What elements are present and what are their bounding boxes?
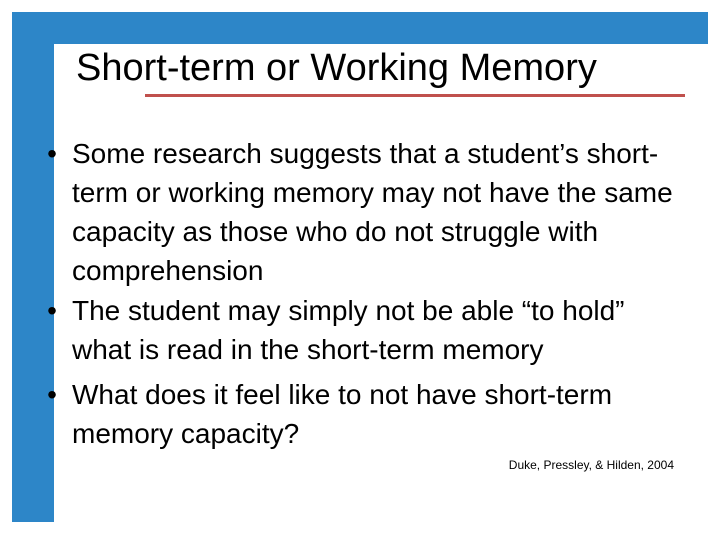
slide-title: Short-term or Working Memory: [76, 47, 597, 89]
bullet-item-1: [34, 134, 684, 290]
bullet-item-3: [34, 375, 684, 453]
bullet-text-1: Some research suggests that a student’s short-term or working memory may not have the same capacity as those who do not struggle with comprehension: [72, 138, 673, 286]
bullet-text-3: What does it feel like to not have short-term memory capacity?: [72, 379, 613, 449]
bullet-dot-icon: •: [47, 379, 57, 410]
slide-frame-left: [12, 12, 54, 522]
bullet-dot-icon: •: [47, 138, 57, 169]
title-underline: [145, 94, 685, 97]
slide-frame-top: [12, 12, 708, 44]
citation: Duke, Pressley, & Hilden, 2004: [508, 458, 674, 472]
bullet-dot-icon: •: [47, 295, 57, 326]
bullet-item-2: [34, 291, 684, 369]
bullet-text-2: The student may simply not be able “to hold” what is read in the short-term memory: [72, 295, 625, 365]
